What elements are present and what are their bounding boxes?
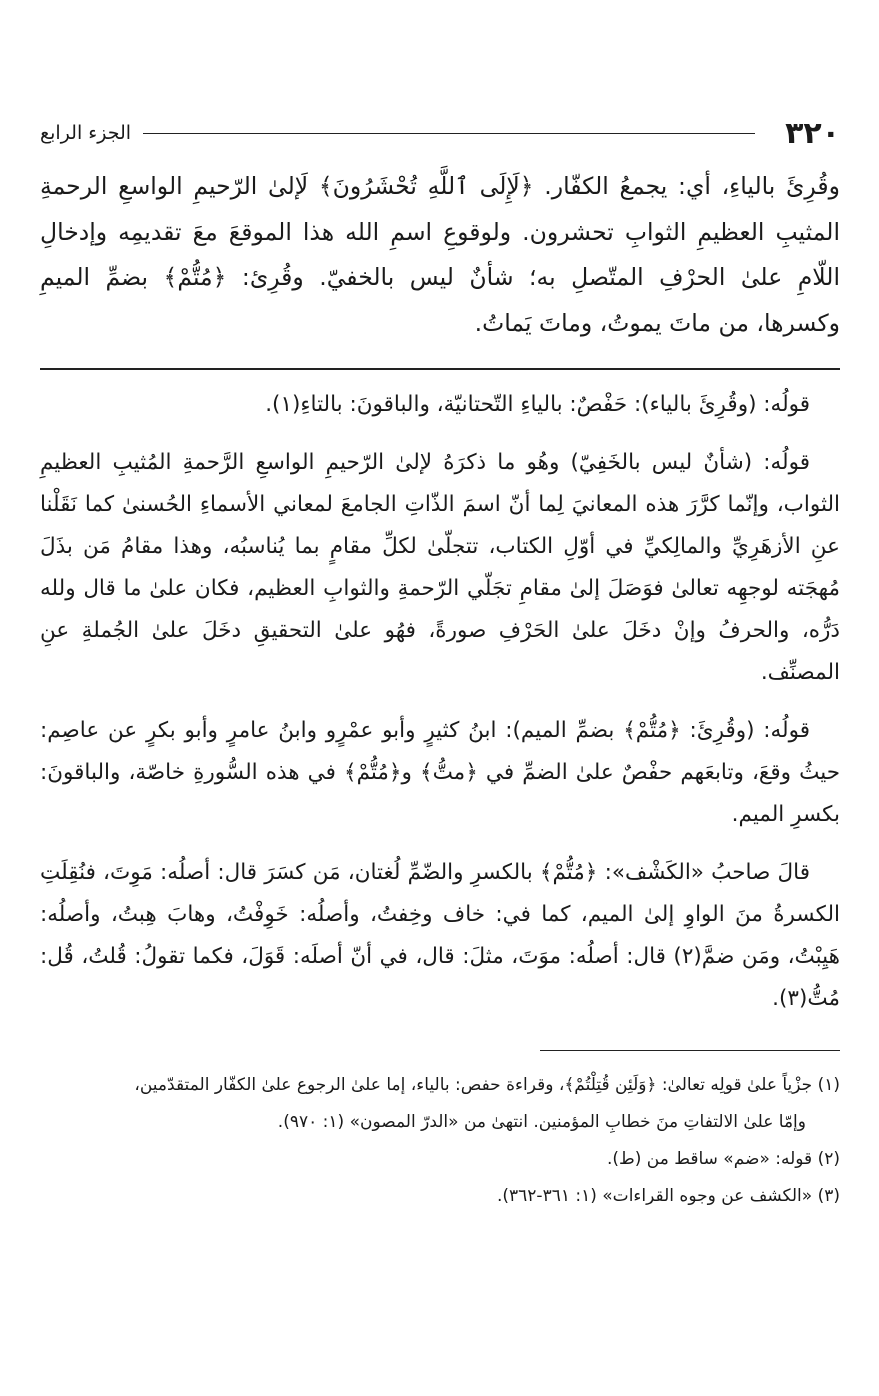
commentary-paragraph-1: قولُه: (وقُرِئَ بالياء): حَفْصٌ: بالياءِ التّحتانيّة، والباقونَ: بالتاءِ(١).	[265, 392, 810, 417]
footnote-rule	[540, 1050, 840, 1051]
main-text-paragraph: وقُرِئَ بالياءِ، أي: يجمعُ الكفّار. ﴿لَإِلَى ٱللَّهِ تُحْشَرُونَ﴾ لَإلىٰ الرّحيمِ الواسعِ الرحمةِ المثيبِ العظيمِ الثوابِ تحشرون. ولوقوعِ اسمِ الله هذا الموقعَ معَ تقديمِه وإدخالِ اللّامِ علىٰ الحرْفِ المتّصلِ به؛ شأنٌ ليس بالخفيّ. وقُرِئ: ﴿مُتُّمْ﴾ بضمِّ الميمِ وكسرها، من ماتَ يموتُ، وماتَ يَماتُ.	[40, 172, 840, 337]
main-text	[40, 164, 840, 346]
page-header	[40, 110, 840, 156]
footnote-3: (٣) «الكشف عن وجوه القراءات» (١: ٣٦١-٣٦٢).	[496, 1186, 840, 1206]
commentary	[40, 384, 840, 1020]
running-title: الجزء الرابع	[40, 122, 132, 144]
footnotes	[40, 1067, 840, 1215]
commentary-paragraph-4: قالَ صاحبُ «الكَشْف»: ﴿مُتُّمْ﴾ بالكسرِ والضّمِّ لُغتان، مَن كسَرَ قال: أصلُه: مَوِتَ، فنُقِلَتِ الكسرةُ منَ الواوِ إلىٰ الميم، كما في: خاف وخِفتُ، وأصلُه: خَوِفْتُ، وهابَ هِبتُ، وأصلُه: هَيِبْتُ، ومَن ضمَّ(٢) قال: أصلُه: موَتَ، مثلَ: قال، في أنّ أصلَه: قَوَلَ، فكما تقولُ: قُلتُ، قُل: مُتُّ(٣).	[40, 860, 840, 1011]
text-commentary-divider	[40, 368, 840, 370]
footnote-1-continuation: وإمّا علىٰ الالتفاتِ منَ خطابِ المؤمنين. انتهىٰ من «الدرّ المصون» (١: ٩٧٠).	[277, 1112, 806, 1132]
footnote-2: (٢) قوله: «ضم» ساقط من (ط).	[606, 1149, 840, 1169]
commentary-paragraph-2: قولُه: (شأنٌ ليس بالخَفِيّ) وهُو ما ذكرَهُ لإلىٰ الرّحيمِ الواسعِ الرَّحمةِ المُثيبِ العظيمِ الثواب، وإنّما كرَّرَ هذه المعانيَ لِما أنّ اسمَ الذّاتِ الجامعَ لمعاني الأسماءِ الحُسنىٰ كما نَقَلْنا عنِ الأزهَرِيِّ والمالِكيِّ في أوّلِ الكتاب، تتجلّىٰ لكلِّ مقامٍ بما يُناسبُه، وهذا مقامُ مَن بذَلَ مُهجَته لوجهِه تعالىٰ فوَصَلَ إلىٰ مقامِ تجَلّي الرّحمةِ والثوابِ العظيم، فكان علىٰ ما قال ولله دَرُّه، والحرفُ وإنْ دخَلَ علىٰ الحَرْفِ صورةً، فهُو علىٰ التحقيقِ دخَلَ علىٰ الجُملةِ عنِ المصنِّف.	[40, 450, 840, 685]
commentary-paragraph-3: قولُه: (وقُرِئَ: ﴿مُتُّمْ﴾ بضمِّ الميم): ابنُ كثيرٍ وأبو عمْرٍو وابنُ عامرٍ وأبو بكرٍ عن عاصِم: حيثُ وقعَ، وتابعَهم حفْصٌ علىٰ الضمِّ في ﴿متُّ﴾ و﴿مُتُّمْ﴾ في هذه السُّورةِ خاصّة، والباقونَ: بكسرِ الميم.	[40, 718, 840, 827]
page-number: ٣٢٠	[785, 115, 840, 151]
book-page	[40, 110, 840, 1215]
header-rule	[143, 133, 755, 134]
footnote-1: (١) جزْياً علىٰ قولِه تعالىٰ: ﴿وَلَئِن قُتِلْتُمْ﴾، وقراءة حفص: بالياء، إما علىٰ الرجوع علىٰ الكفّار المتقدّمين،	[134, 1075, 840, 1095]
